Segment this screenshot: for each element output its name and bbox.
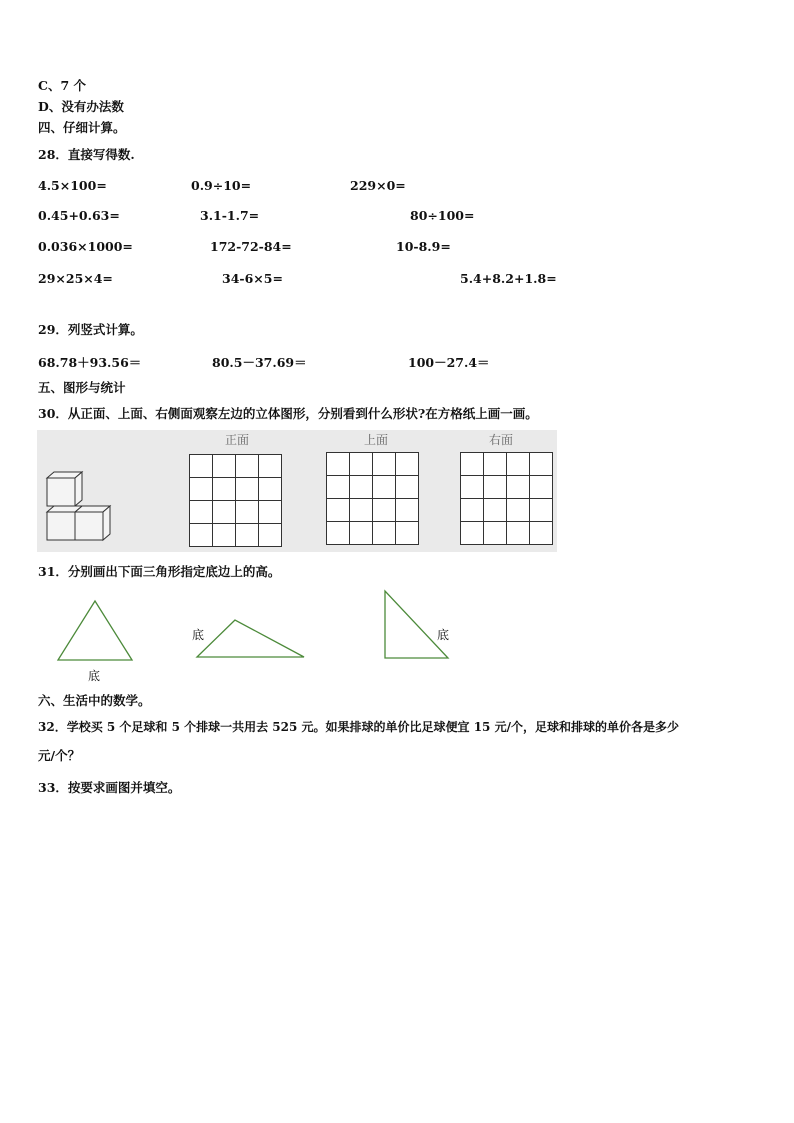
triangle-3 <box>385 591 448 658</box>
q28-r2-c2: 3.1-1.7= <box>200 208 260 223</box>
q28-r1-c2: 0.9÷10= <box>191 178 252 193</box>
q29-prompt: 29．列竖式计算。 <box>38 322 143 337</box>
section-6-title: 六、生活中的数学。 <box>38 693 151 708</box>
q28-r3-c2: 172-72-84= <box>210 239 292 254</box>
section-5-title: 五、图形与统计 <box>38 380 126 395</box>
triangle-2 <box>197 620 304 657</box>
triangle-1 <box>58 601 132 660</box>
grid-front-view[interactable] <box>189 454 282 547</box>
q30-figure-panel <box>37 430 557 552</box>
section-4-title: 四、仔细计算。 <box>38 120 126 135</box>
q28-r4-c1: 29×25×4= <box>38 271 113 286</box>
q28-r1-c1: 4.5×100= <box>38 178 107 193</box>
q31-prompt: 31．分别画出下面三角形指定底边上的高。 <box>38 564 281 579</box>
q28-r4-c2: 34-6×5= <box>222 271 283 286</box>
q29-item-1: 68.78＋93.56＝ <box>38 355 142 370</box>
q32-line-1: 32．学校买 5 个足球和 5 个排球一共用去 525 元。如果排球的单价比足球便宜 15 元/个，足球和排球的单价各是多少 <box>38 720 679 734</box>
q30-prompt: 30．从正面、上面、右侧面观察左边的立体图形，分别看到什么形状?在方格纸上画一画。 <box>38 406 538 421</box>
q32-line-2: 元/个？ <box>38 748 81 763</box>
q29-item-3: 100－27.4＝ <box>408 355 490 370</box>
triangle-2-base-label: 底 <box>192 628 205 642</box>
q29-item-2: 80.5－37.69＝ <box>212 355 307 370</box>
option-d: D、没有办法数 <box>38 99 124 114</box>
triangle-1-base-label: 底 <box>88 669 101 683</box>
q28-r2-c3: 80÷100= <box>410 208 475 223</box>
view-label-front: 正面 <box>225 433 250 447</box>
grid-right-view[interactable] <box>460 452 553 545</box>
view-label-top: 上面 <box>364 433 389 447</box>
triangle-3-base-label: 底 <box>437 628 450 642</box>
grid-top-view[interactable] <box>326 452 419 545</box>
q33-prompt: 33．按要求画图并填空。 <box>38 780 181 795</box>
q28-r3-c3: 10-8.9= <box>396 239 451 254</box>
q28-prompt: 28．直接写得数. <box>38 147 135 162</box>
q28-r1-c3: 229×0= <box>350 178 406 193</box>
view-label-right: 右面 <box>489 433 514 447</box>
q28-r2-c1: 0.45+0.63= <box>38 208 120 223</box>
q28-r4-c3: 5.4+8.2+1.8= <box>460 271 557 286</box>
q28-r3-c1: 0.036×1000= <box>38 239 133 254</box>
option-c: C、7 个 <box>38 78 86 93</box>
